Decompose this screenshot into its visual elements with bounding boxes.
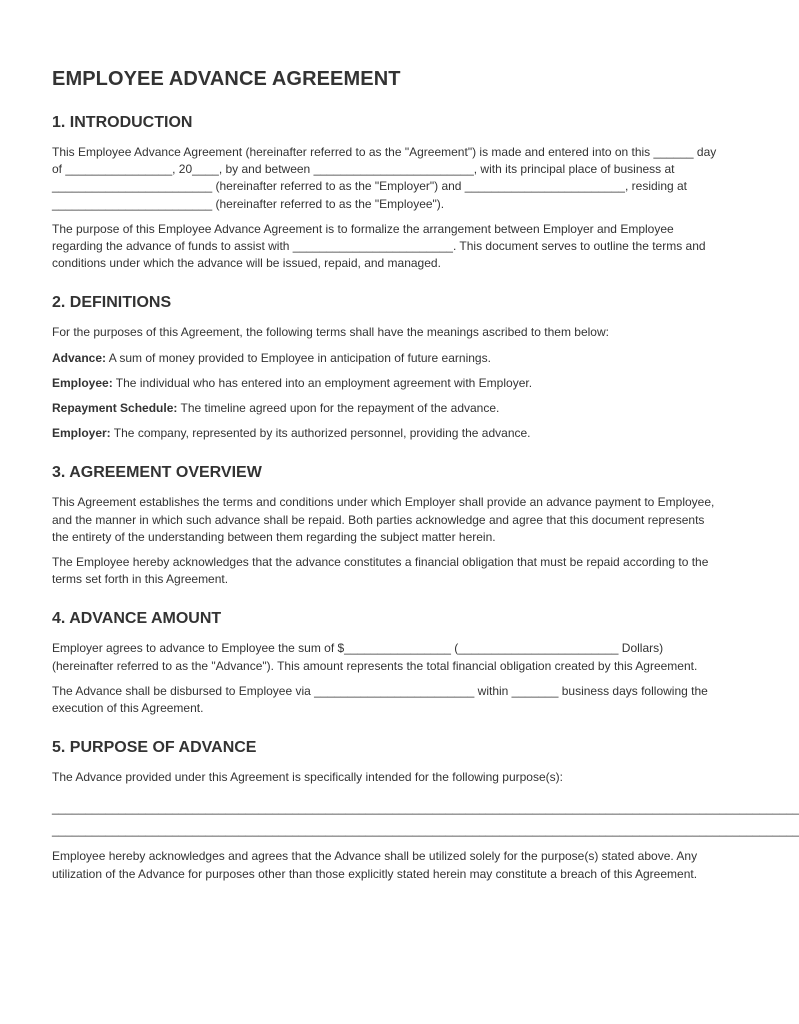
section-purpose-of-advance (52, 739, 799, 883)
section-introduction (52, 114, 720, 272)
definitions-intro: For the purposes of this Agreement, the following terms shall have the meanings ascribed to them below: (52, 325, 609, 340)
definition-item (52, 400, 720, 417)
introduction-paragraph-1: This Employee Advance Agreement (hereinafter referred to as the "Agreement") is made and entered into on this ______ day of ________________, 20____, by and between ________________________, with its principal place of business at ________________________ (hereinafter referred to as the "Employer") and ________________________, residing at ________________________ (hereinafter referred to as the "Employee"). (52, 145, 717, 211)
overview-paragraph-2: The Employee hereby acknowledges that the advance constitutes a financial obligation that must be repaid according to the terms set forth in this Agreement. (52, 555, 709, 587)
purpose-blank-line: ________________________________________________________________________________________________________________ (52, 801, 799, 816)
definition-item (52, 425, 720, 442)
section-advance-amount (52, 610, 720, 717)
amount-paragraph-2: The Advance shall be disbursed to Employee via ________________________ within _______ business days following the execution of this Agreement. (52, 683, 708, 716)
definition-term: Employee: (52, 375, 113, 390)
section-heading-introduction: 1. INTRODUCTION (52, 114, 193, 131)
purpose-blank-line: ________________________________________________________________________________________________________________ (52, 823, 799, 838)
definition-text: The company, represented by its authorized personnel, providing the advance. (110, 426, 531, 441)
section-agreement-overview (52, 464, 720, 588)
document-title: EMPLOYEE ADVANCE AGREEMENT (52, 68, 401, 90)
purpose-paragraph-1: Employee hereby acknowledges and agrees that the Advance shall be utilized solely for the purpose(s) stated above. Any utilization of the Advance for purposes other than those explicitly stated herein may constitute a breach of this Agreement. (52, 849, 698, 881)
section-definitions (52, 294, 720, 442)
definition-text: The timeline agreed upon for the repayment of the advance. (177, 401, 500, 416)
definition-term: Employer: (52, 426, 111, 441)
definition-text: The individual who has entered into an employment agreement with Employer. (112, 375, 533, 390)
document-page (52, 68, 799, 905)
purpose-intro: The Advance provided under this Agreement is specifically intended for the following purpose(s): (52, 770, 563, 785)
overview-paragraph-1: This Agreement establishes the terms and conditions under which Employer shall provide an advance payment to Employee, and the manner in which such advance shall be repaid. Both parties acknowledge and agree that this document represents the entirety of the understanding between them regarding the subject matter herein. (52, 495, 715, 544)
definition-term: Repayment Schedule: (52, 401, 178, 416)
amount-paragraph-1: Employer agrees to advance to Employee the sum of $________________ (________________________ Dollars) (hereinafter referred to as the "Advance"). This amount represents the total financial obligation created by this Agreement. (52, 641, 698, 673)
section-heading-amount: 4. ADVANCE AMOUNT (52, 610, 222, 628)
definition-item (52, 350, 720, 367)
definition-text: A sum of money provided to Employee in anticipation of future earnings. (106, 350, 491, 365)
definition-term: Advance: (52, 350, 107, 365)
definition-item (52, 375, 720, 392)
section-heading-definitions: 2. DEFINITIONS (52, 294, 172, 312)
section-heading-overview: 3. AGREEMENT OVERVIEW (52, 464, 262, 482)
introduction-paragraph-2: The purpose of this Employee Advance Agreement is to formalize the arrangement between Employer and Employee regarding the advance of funds to assist with ________________________. This document serves to outline the terms and conditions under which the advance will be issued, repaid, and managed. (52, 221, 706, 271)
section-heading-purpose: 5. PURPOSE OF ADVANCE (52, 739, 257, 757)
